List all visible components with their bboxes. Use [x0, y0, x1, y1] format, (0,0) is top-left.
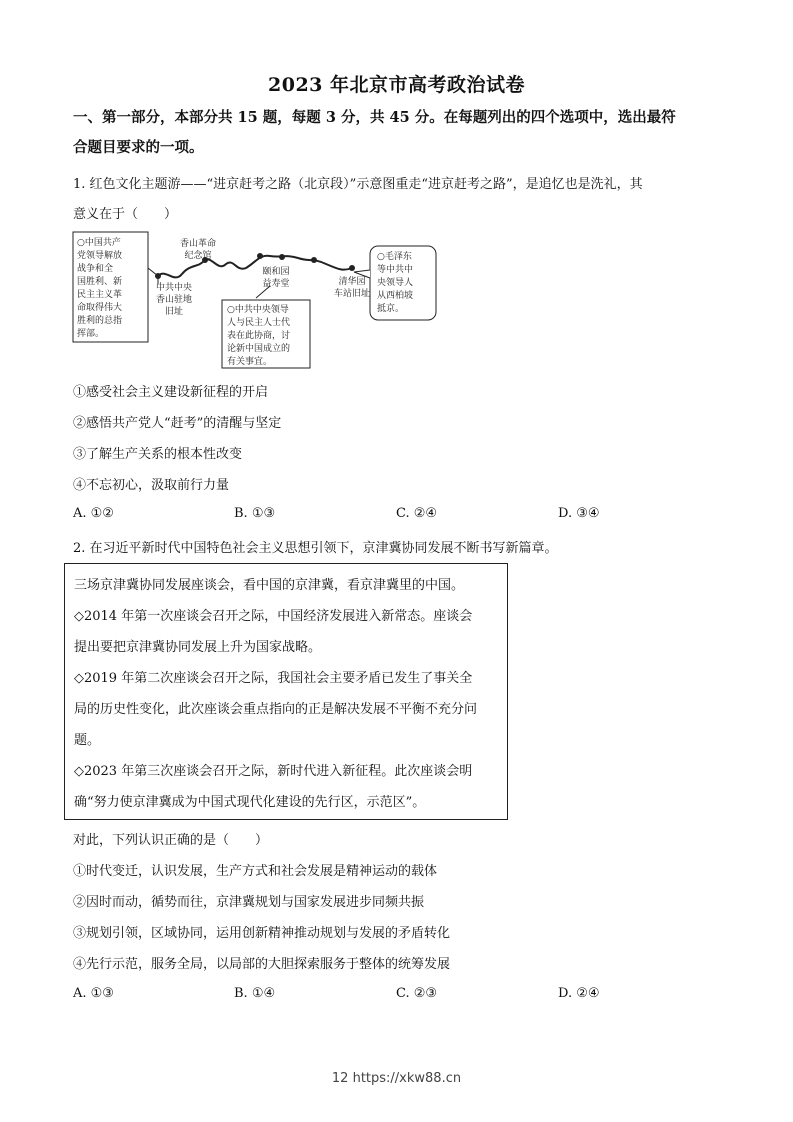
- stop-2-label: [180, 237, 216, 261]
- q2-stem: 2. 在习近平新时代中国特色社会主义思想引领下，京津冀协同发展不断书写新篇章。: [73, 541, 558, 556]
- q2-box-line-5: 局的历史性变化，此次座谈会重点指向的正是解决发展不平衡不充分问: [74, 702, 478, 717]
- left-note-line: 挥部。: [77, 329, 105, 339]
- right-note-line: ○毛泽东: [377, 252, 412, 262]
- stop-4-label-line: 清华园: [338, 277, 366, 287]
- q2-option-a: A. ①③: [73, 986, 114, 1001]
- bottom-note-line: 表在此协商，讨: [227, 331, 291, 341]
- stop-2-label-line: 纪念馆: [184, 251, 212, 261]
- q2-item-1: ①时代变迁，认识发展，生产方式和社会发展是精神运动的载体: [73, 864, 438, 879]
- q2-box-line-1: 三场京津冀协同发展座谈会，看中国的京津冀，看京津冀里的中国。: [74, 578, 465, 593]
- q2-option-d: D. ②④: [558, 986, 600, 1001]
- q2-box-line-8: 确“努力使京津冀成为中国式现代化建设的先行区，示范区”。: [74, 795, 426, 810]
- q2-box-line-6: 题。: [74, 733, 101, 748]
- left-note-line: 党领导解放: [77, 251, 123, 261]
- route-map-figure: [70, 228, 440, 373]
- stop-1-label: [156, 281, 192, 317]
- stop-3-label: [262, 266, 289, 289]
- q2-prompt: 对此，下列认识正确的是（ ）: [73, 833, 269, 848]
- stop-2-label-line: 香山革命: [179, 239, 217, 249]
- stop-1-label-line: 旧址: [164, 307, 184, 317]
- section-heading-line-2: 合题目要求的一项。: [73, 139, 204, 156]
- route-dot: [257, 253, 263, 259]
- route-dot: [311, 257, 317, 263]
- right-note-line: 央领导人: [377, 278, 414, 288]
- route-dot: [279, 254, 285, 260]
- q2-box-line-3: 提出要把京津冀协同发展上升为国家战略。: [74, 640, 322, 655]
- left-note-line: 国胜利、新: [77, 277, 123, 287]
- q2-box-line-7: ◇2023 年第三次座谈会召开之际，新时代进入新征程。此次座谈会明: [74, 764, 473, 779]
- q1-option-b: B. ①③: [234, 506, 276, 521]
- q2-option-c: C. ②③: [396, 986, 438, 1001]
- left-note-line: 战争和全: [77, 264, 114, 274]
- q1-option-a: A. ①②: [73, 506, 114, 521]
- q2-item-2: ②因时而动，循势而往，京津冀规划与国家发展进步同频共振: [73, 895, 425, 910]
- page-title: 2023 年北京市高考政治试卷: [268, 74, 525, 96]
- right-note-line: 等中共中: [377, 265, 414, 275]
- section-heading-line-1: 一、第一部分，本部分共 15 题，每题 3 分，共 45 分。在每题列出的四个选项中，选出最符: [73, 109, 676, 126]
- stop-4-label: [334, 275, 370, 299]
- stop-1-label-line: 中共中央: [155, 283, 193, 293]
- page-footer: 12 https://xkw88.cn: [331, 1071, 462, 1086]
- left-note-line: 民主主义革: [77, 290, 123, 300]
- stop-4-label-line: 车站旧址: [333, 289, 371, 299]
- bottom-note-line: 论新中国成立的: [227, 344, 291, 354]
- left-note-line: ○中国共产: [77, 238, 121, 248]
- bottom-note-line: 有关事宜。: [227, 357, 273, 367]
- left-note-line: 命取得伟大: [77, 303, 123, 313]
- q2-material-box: [64, 563, 508, 820]
- q2-box-line-2: ◇2014 年第一次座谈会召开之际，中国经济发展进入新常态。座谈会: [74, 609, 473, 624]
- q2-box-line-4: ◇2019 年第二次座谈会召开之际，我国社会主要矛盾已发生了事关全: [74, 671, 473, 686]
- route-dot: [155, 273, 161, 279]
- q2-option-b: B. ①④: [234, 986, 276, 1001]
- q1-option-c: C. ②④: [396, 506, 438, 521]
- stop-3-label-line: 益寿堂: [262, 279, 290, 289]
- route-dot: [349, 265, 355, 271]
- q2-item-3: ③规划引领，区域协同，运用创新精神推动规划与发展的矛盾转化: [73, 926, 451, 941]
- left-note-line: 胜利的总指: [77, 316, 123, 326]
- q1-item-4: ④不忘初心，汲取前行力量: [73, 478, 230, 493]
- right-note-line: 从西柏坡: [377, 291, 414, 301]
- q2-item-4: ④先行示范，服务全局，以局部的大胆探索服务于整体的统筹发展: [73, 957, 451, 972]
- q1-item-3: ③了解生产关系的根本性改变: [73, 447, 243, 462]
- q1-item-1: ①感受社会主义建设新征程的开启: [73, 385, 269, 400]
- bottom-note-line: ○中共中央领导: [227, 305, 289, 315]
- q1-item-2: ②感悟共产党人“赶考”的清醒与坚定: [73, 416, 282, 431]
- right-note-line: 抵京。: [377, 304, 405, 314]
- q1-stem-line-2: 意义在于（ ）: [73, 207, 178, 222]
- section-heading: [73, 103, 733, 163]
- q1-stem-line-1: 1. 红色文化主题游——“进京赶考之路（北京段）”示意图重走“进京赶考之路”，是追忆也是洗礼，其: [73, 177, 643, 192]
- stop-1-label-line: 香山驻地: [155, 295, 193, 305]
- stop-3-label-line: 颐和园: [262, 267, 290, 277]
- bottom-note-line: 人与民主人士代: [227, 318, 291, 328]
- q1-option-d: D. ③④: [558, 506, 600, 521]
